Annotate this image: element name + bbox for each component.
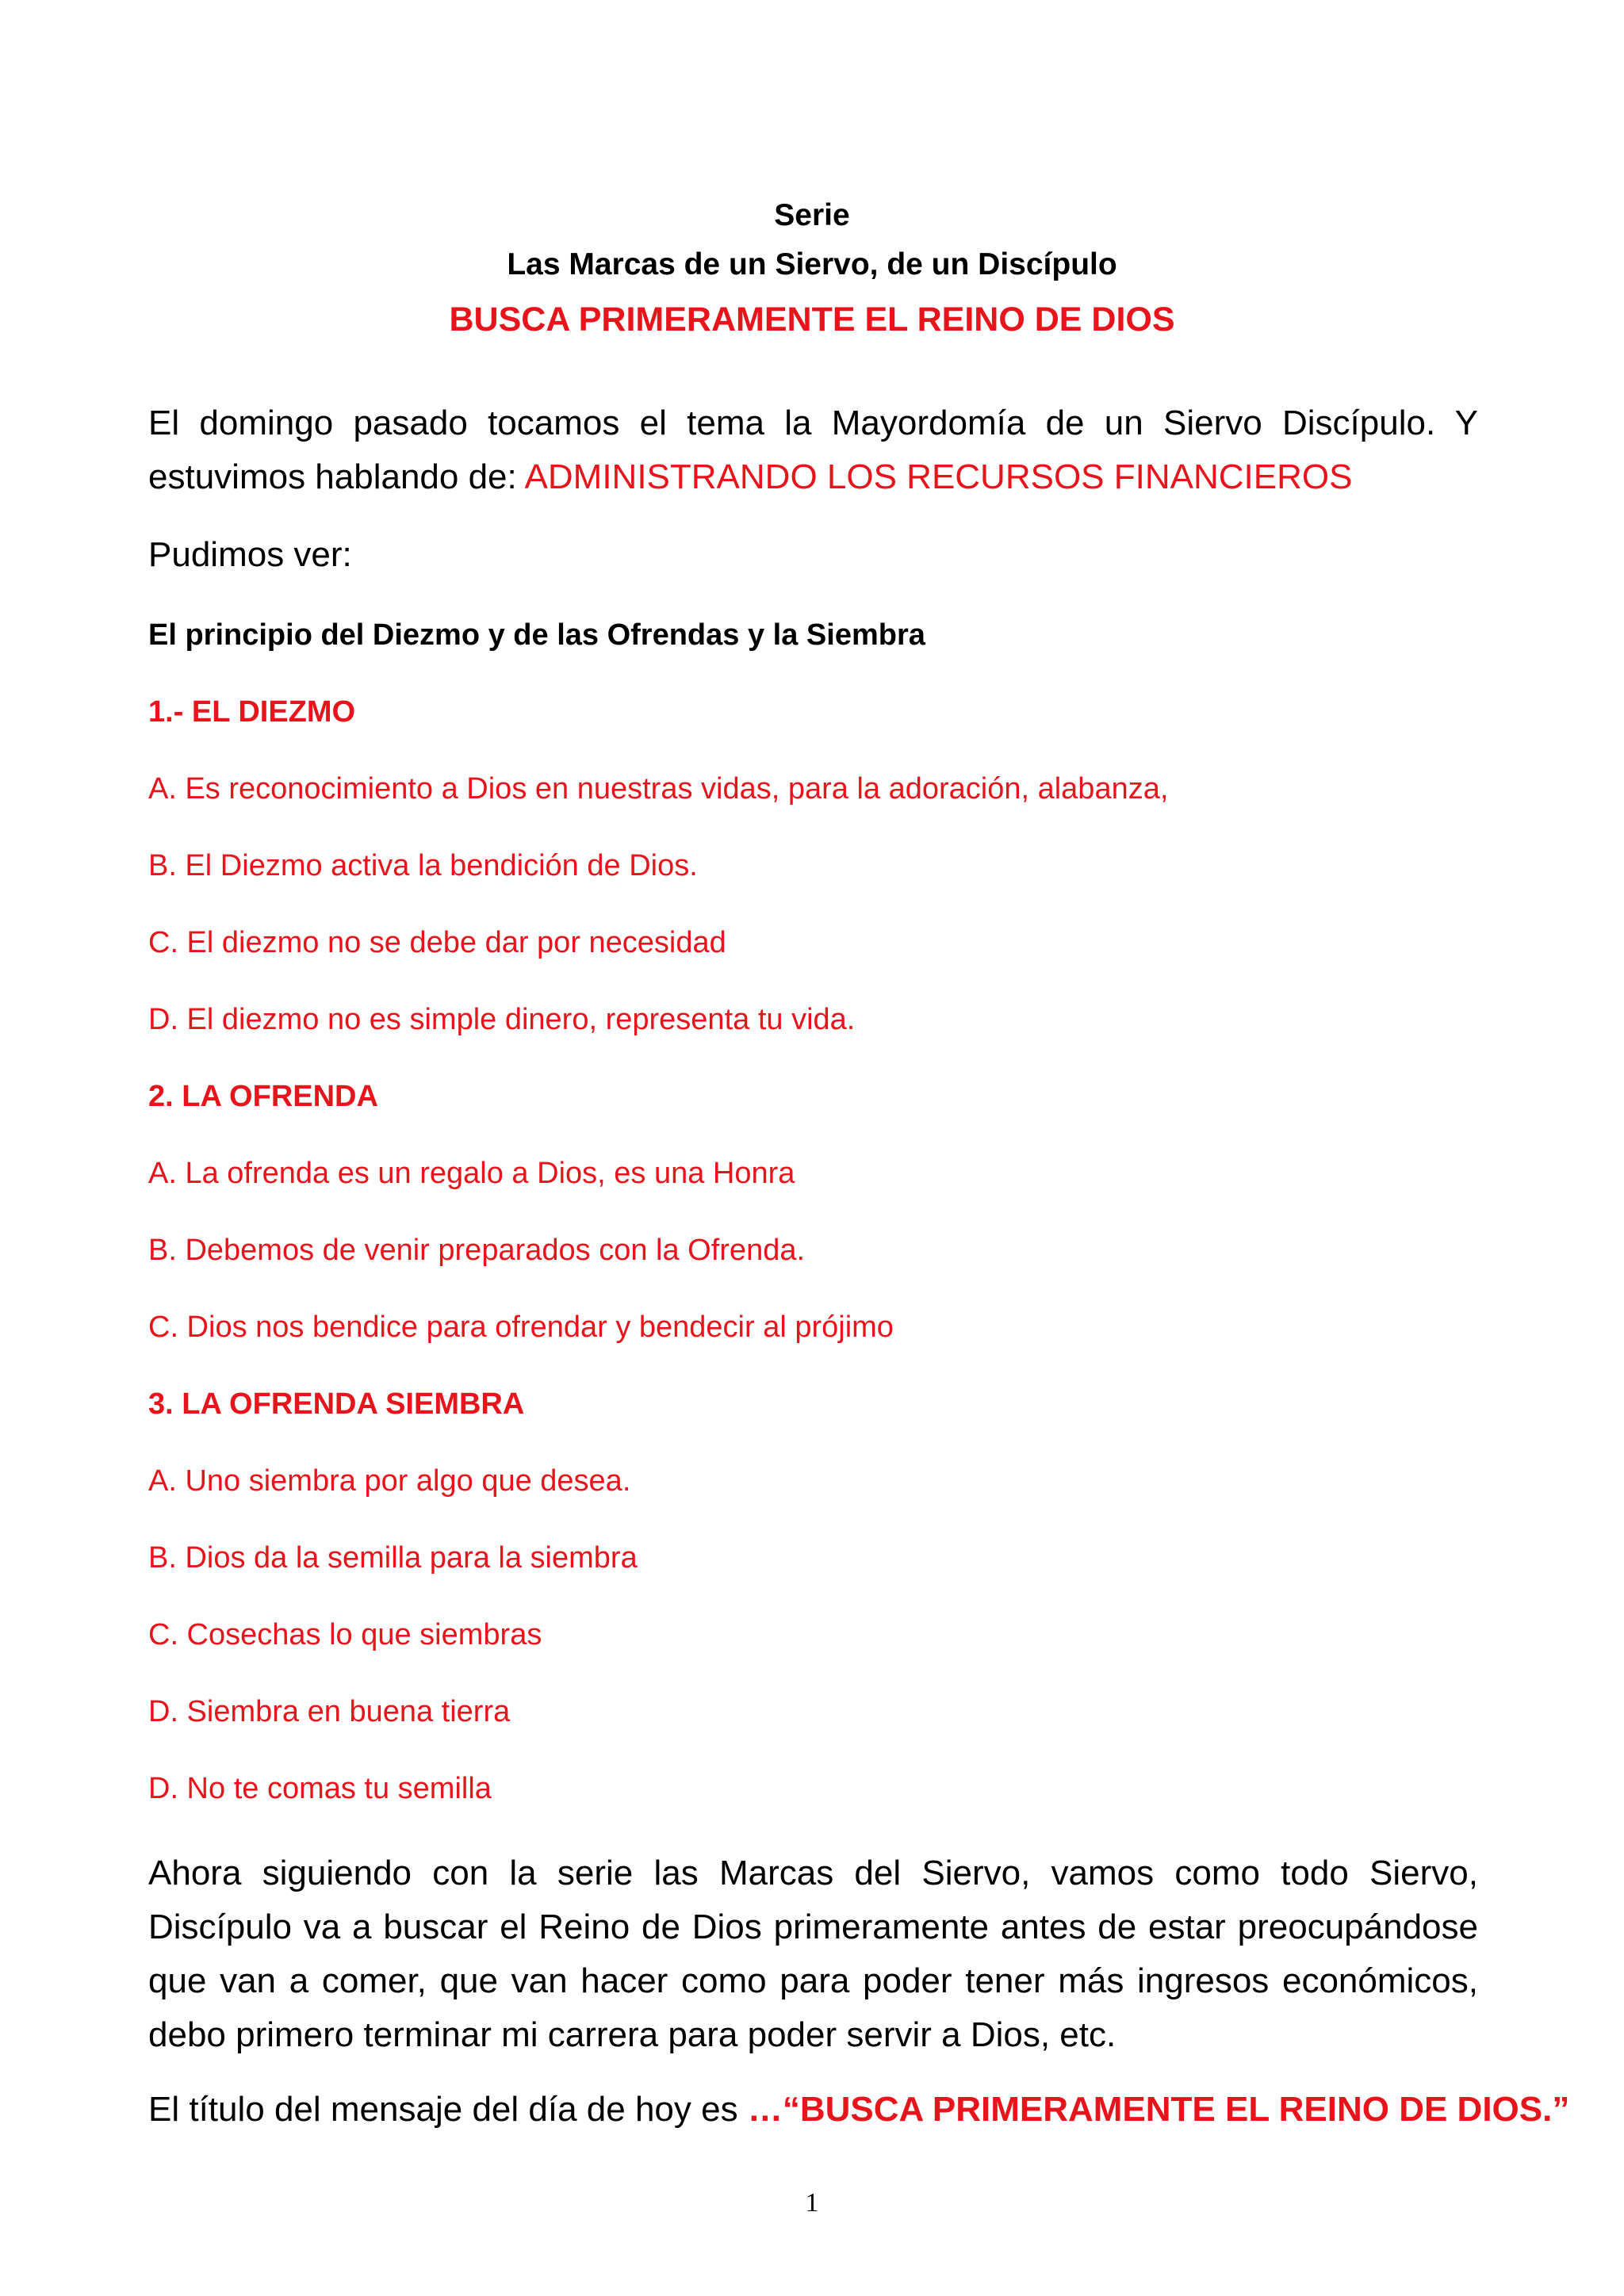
series-name: Las Marcas de un Siervo, de un Discípulo bbox=[507, 247, 1117, 281]
list-item: D. El diezmo no es simple dinero, representa tu vida. bbox=[148, 1003, 856, 1036]
intro-highlight: ADMINISTRANDO LOS RECURSOS FINANCIEROS bbox=[524, 457, 1353, 496]
intro-paragraph bbox=[148, 396, 1478, 504]
final-text: El título del mensaje del día de hoy es bbox=[148, 2090, 748, 2129]
page-number: 1 bbox=[805, 2188, 819, 2218]
document-title: BUSCA PRIMERAMENTE EL REINO DE DIOS bbox=[449, 300, 1175, 339]
serie-label: Serie bbox=[774, 198, 850, 232]
final-highlight: …“BUSCA PRIMERAMENTE EL REINO DE DIOS.” bbox=[747, 2090, 1570, 2129]
final-line bbox=[148, 2090, 1569, 2130]
list-item: C. Cosechas lo que siembras bbox=[148, 1618, 542, 1651]
list-item: B. Debemos de venir preparados con la Ofrenda. bbox=[148, 1234, 806, 1267]
list-item: C. Dios nos bendice para ofrendar y bendecir al prójimo bbox=[148, 1311, 894, 1344]
intro-text: El domingo pasado tocamos el tema la Mayordomía de un Siervo Discípulo. Y estuvimos hablando de: bbox=[148, 404, 1478, 496]
principle-heading: El principio del Diezmo y de las Ofrendas y la Siembra bbox=[148, 618, 925, 652]
section-heading-ofrenda: 2. LA OFRENDA bbox=[148, 1080, 378, 1113]
list-item: A. Es reconocimiento a Dios en nuestras vidas, para la adoración, alabanza, bbox=[148, 772, 1169, 806]
list-item: B. Dios da la semilla para la siembra bbox=[148, 1541, 638, 1575]
list-item: B. El Diezmo activa la bendición de Dios. bbox=[148, 849, 698, 882]
conclusion-paragraph: Ahora siguiendo con la serie las Marcas del Siervo, vamos como todo Siervo, Discípulo va a buscar el Reino de Dios primeramente antes de estar preocupándose que van a comer, que van hacer como para poder tener más ingresos económicos, debo primero terminar mi carrera para poder servir a Dios, etc. bbox=[148, 1854, 1478, 2054]
list-item: C. El diezmo no se debe dar por necesidad bbox=[148, 926, 726, 959]
list-item: A. La ofrenda es un regalo a Dios, es una Honra bbox=[148, 1157, 795, 1190]
section-heading-siembra: 3. LA OFRENDA SIEMBRA bbox=[148, 1387, 525, 1421]
section-heading-diezmo: 1.- EL DIEZMO bbox=[148, 695, 356, 729]
list-item: D. No te comas tu semilla bbox=[148, 1772, 492, 1805]
list-item: D. Siembra en buena tierra bbox=[148, 1695, 511, 1728]
pudimos-text: Pudimos ver: bbox=[148, 535, 352, 574]
list-item: A. Uno siembra por algo que desea. bbox=[148, 1464, 631, 1498]
